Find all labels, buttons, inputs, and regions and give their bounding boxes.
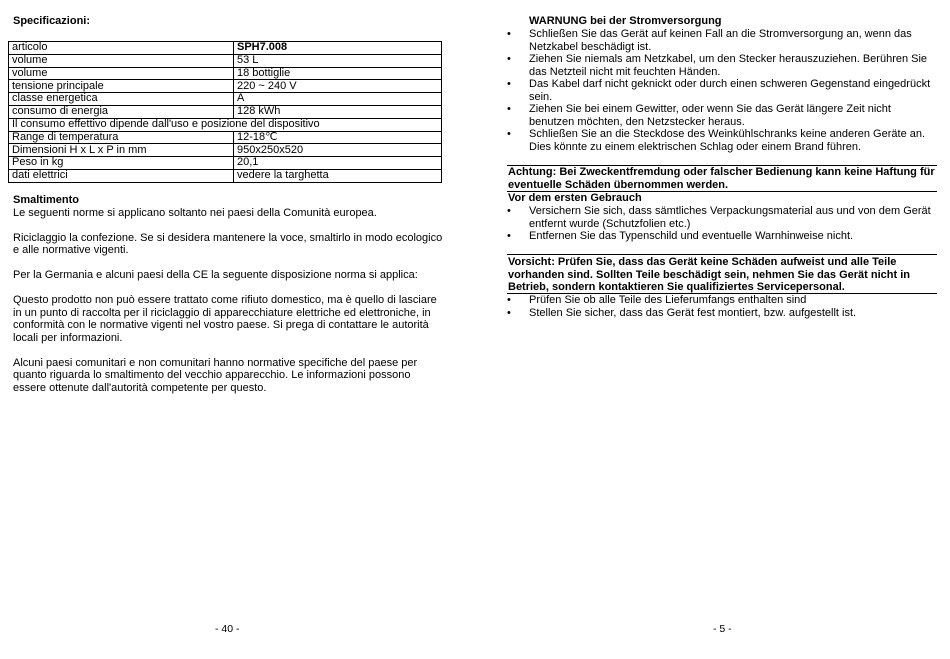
spec-value-cell: 53 L: [234, 54, 442, 67]
table-row: [9, 157, 442, 170]
disposal-paragraph: Alcuni paesi comunitari e non comunitari hanno normative specifiche del paese per quanto riguarda lo smaltimento del vecchio apparecchio. Le informazioni possono essere ottenute dall'autorità competente per questo.: [13, 356, 418, 394]
disposal-section: [13, 194, 443, 407]
list-item: • Versichern Sie sich, dass sämtliches Verpackungsmaterial aus und von dem Gerät entfernt wurde (Schutzfolien etc.): [507, 205, 939, 230]
spec-value-cell: 12-18℃: [234, 131, 442, 144]
table-row: [9, 93, 442, 106]
list-item: • Ziehen Sie bei einem Gewitter, oder wenn Sie das Gerät längere Zeit nicht benutzen möchten, den Netzstecker heraus.: [507, 103, 939, 128]
spec-label-cell: volume: [9, 67, 234, 80]
spec-value-cell: 20,1: [234, 157, 442, 170]
first-use-heading: Vor dem ersten Gebrauch: [508, 192, 642, 204]
disposal-heading: Smaltimento: [13, 194, 80, 206]
table-row: [9, 131, 442, 144]
table-row: [9, 144, 442, 157]
list-item: • Ziehen Sie niemals am Netzkabel, um den Stecker herauszuziehen. Berühren Sie das Netzteil nicht mit feuchten Händen.: [507, 53, 939, 78]
spec-value-cell: A: [234, 93, 442, 106]
list-item: • Prüfen Sie ob alle Teile des Lieferumfangs enthalten sind: [507, 294, 939, 307]
spec-value-cell: 128 kWh: [234, 105, 442, 118]
divider: [507, 254, 937, 255]
spec-value-cell: 950x250x520: [234, 144, 442, 157]
table-row: [9, 169, 442, 182]
table-row: [9, 105, 442, 118]
right-page: [475, 0, 950, 659]
spec-label-cell: dati elettrici: [9, 169, 234, 182]
warning-title: WARNUNG bei der Stromversorgung: [529, 15, 722, 27]
table-row: [9, 67, 442, 80]
spec-label-cell: Dimensioni H x L x P in mm: [9, 144, 234, 157]
list-item: • Entfernen Sie das Typenschild und eventuelle Warnhinweise nicht.: [507, 230, 939, 243]
table-row: [9, 80, 442, 93]
disposal-paragraph: Questo prodotto non può essere trattato come rifiuto domestico, ma è quello di lasciare in un punto di raccolta per il riciclaggio di apparecchiature elettriche ed elettroniche, in conformità con le normative vigenti nel vostro paese. Si prega di contattare le autorità locali per informazioni.: [13, 294, 437, 344]
disposal-paragraph: Per la Germania e alcuni paesi della CE la seguente disposizione norma si applica:: [13, 269, 418, 281]
attention-note: Achtung: Bei Zweckentfremdung oder falscher Bedienung kann keine Haftung für eventuelle Schäden übernommen werden.: [508, 166, 935, 191]
table-note-cell: Il consumo effettivo dipende dall'uso e posizione del dispositivo: [9, 118, 442, 131]
spec-table: [8, 41, 442, 183]
list-item: • Schließen Sie an die Steckdose des Weinkühlschranks keine anderen Geräte an. Dies könnte zu einem elektrischen Schlag oder einem Brand führen.: [507, 128, 939, 153]
spec-label-cell: classe energetica: [9, 93, 234, 106]
spec-value-cell: 220 ~ 240 V: [234, 80, 442, 93]
check-list: [507, 294, 939, 319]
table-row: [9, 118, 442, 131]
list-item: • Schließen Sie das Gerät auf keinen Fall an die Stromversorgung an, wenn das Netzkabel beschädigt ist.: [507, 28, 939, 53]
spec-label-cell: consumo di energia: [9, 105, 234, 118]
spec-label-cell: tensione principale: [9, 80, 234, 93]
caution-note: Vorsicht: Prüfen Sie, dass das Gerät keine Schäden aufweist und alle Teile vorhanden sind. Sollten Teile beschädigt sein, nehmen Sie das Gerät nicht in Betrieb, sondern kontaktieren Sie qualifiziertes Servicepersonal.: [508, 256, 910, 293]
spec-value-cell: vedere la targhetta: [234, 169, 442, 182]
spec-title: Specificazioni:: [13, 15, 91, 27]
list-item: • Stellen Sie sicher, dass das Gerät fest montiert, bzw. aufgestellt ist.: [507, 307, 939, 320]
spec-value-cell: 18 bottiglie: [234, 67, 442, 80]
disposal-intro: Le seguenti norme si applicano soltanto nei paesi della Comunità europea.: [13, 206, 377, 219]
list-item: • Das Kabel darf nicht geknickt oder durch einen schweren Gegenstand eingedrückt sein.: [507, 78, 939, 103]
spec-value-cell: SPH7.008: [234, 42, 442, 55]
spec-label-cell: Range di temperatura: [9, 131, 234, 144]
spec-label-cell: Peso in kg: [9, 157, 234, 170]
spec-label-cell: articolo: [9, 42, 234, 55]
page-number: - 5 -: [713, 623, 732, 635]
page-number: - 40 -: [215, 623, 240, 635]
spec-label-cell: volume: [9, 54, 234, 67]
table-row: [9, 42, 442, 55]
first-use-list: [507, 205, 939, 243]
disposal-paragraph: Riciclaggio la confezione. Se si desidera mantenere la voce, smaltirlo in modo ecologico e alle normative vigenti.: [13, 231, 443, 256]
table-row: [9, 54, 442, 67]
warning-list: [507, 28, 939, 153]
